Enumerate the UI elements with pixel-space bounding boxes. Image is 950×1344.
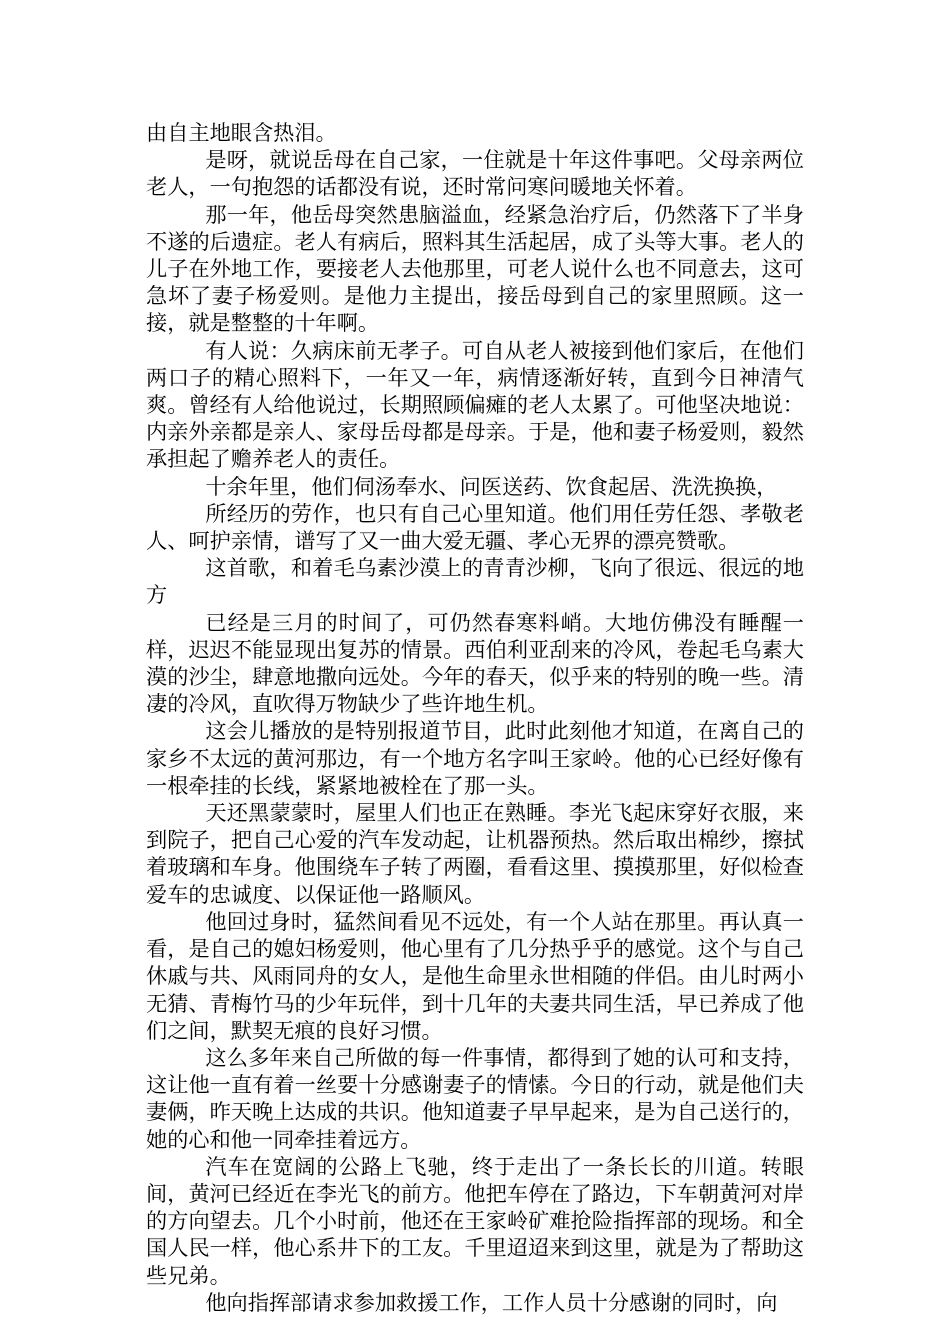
paragraph: 这么多年来自己所做的每一件事情，都得到了她的认可和支持，这让他一直有着一丝要十分感谢妻子的情愫。今日的行动，就是他们夫妻俩，昨天晚上达成的共识。他知道妻子早早起来，是为自己送行的，她的心和他一同牵挂着远方。: [146, 1044, 804, 1152]
paragraph: 已经是三月的时间了，可仍然春寒料峭。大地仿佛没有睡醒一样，迟迟不能显现出复苏的情景。西伯利亚刮来的冷风，卷起毛乌素大漠的沙尘，肆意地撒向远处。今年的春天，似乎来的特别的晚一些。清凄的冷风，直吹得万物缺少了些许地生机。: [146, 609, 804, 717]
paragraph: 他回过身时，猛然间看见不远处，有一个人站在那里。再认真一看，是自己的媳妇杨爱则，他心里有了几分热乎乎的感觉。这个与自己休戚与共、风雨同舟的女人，是他生命里永世相随的伴侣。由儿时两小无猜、青梅竹马的少年玩伴，到十几年的夫妻共同生活，早已养成了他们之间，默契无痕的良好习惯。: [146, 908, 804, 1043]
paragraph: 这会儿播放的是特别报道节目，此时此刻他才知道，在离自己的家乡不太远的黄河那边，有一个地方名字叫王家岭。他的心已经好像有一根牵挂的长线，紧紧地被栓在了那一头。: [146, 718, 804, 798]
paragraph: 由自主地眼含热泪。: [146, 120, 337, 145]
paragraph: 天还黑蒙蒙时，屋里人们也正在熟睡。李光飞起床穿好衣服，来到院子，把自己心爱的汽车发动起，让机器预热。然后取出棉纱，擦拭着玻璃和车身。他围绕车子转了两圈，看看这里、摸摸那里，好似检查爱车的忠诚度、以保证他一路顺风。: [146, 800, 804, 907]
paragraph: 这首歌，和着毛乌素沙漠上的青青沙柳，飞向了很远、很远的地方: [146, 555, 804, 608]
paragraph: 那一年，他岳母突然患脑溢血，经紧急治疗后，仍然落下了半身不遂的后遗症。老人有病后，照料其生活起居，成了头等大事。老人的儿子在外地工作，要接老人去他那里，可老人说什么也不同意去，这可急坏了妻子杨爱则。是他力主提出，接岳母到自己的家里照顾。这一接，就是整整的十年啊。: [146, 201, 804, 336]
paragraph: 十余年里，他们伺汤奉水、问医送药、饮食起居、洗洗换换，: [205, 473, 778, 499]
paragraph: 所经历的劳作，也只有自己心里知道。他们用任劳任怨、孝敬老人、呵护亲情，谱写了又一曲大爱无疆、孝心无界的漂亮赞歌。: [146, 500, 804, 554]
paragraph: 汽车在宽阔的公路上飞驰，终于走出了一条长长的川道。转眼间，黄河已经近在李光飞的前方。他把车停在了路边，下车朝黄河对岸的方向望去。几个小时前，他还在王家岭矿难抢险指挥部的现场。和全国人民一样，他心系井下的工友。千里迢迢来到这里，就是为了帮助这些兄弟。: [146, 1153, 804, 1288]
article-body: [146, 119, 804, 1316]
paragraph: 他向指挥部请求参加救援工作，工作人员十分感谢的同时，向: [205, 1289, 778, 1315]
paragraph: 有人说：久病床前无孝子。可自从老人被接到他们家后，在他们两口子的精心照料下，一年又一年，病情逐渐好转，直到今日神清气爽。曾经有人给他说过，长期照顾偏瘫的老人太累了。可他坚决地说：内亲外亲都是亲人、家母岳母都是母亲。于是，他和妻子杨爱则，毅然承担起了赡养老人的责任。: [146, 337, 804, 472]
paragraph: 是呀，就说岳母在自己家，一住就是十年这件事吧。父母亲两位老人，一句抱怨的话都没有说，还时常问寒问暖地关怀着。: [146, 147, 804, 200]
